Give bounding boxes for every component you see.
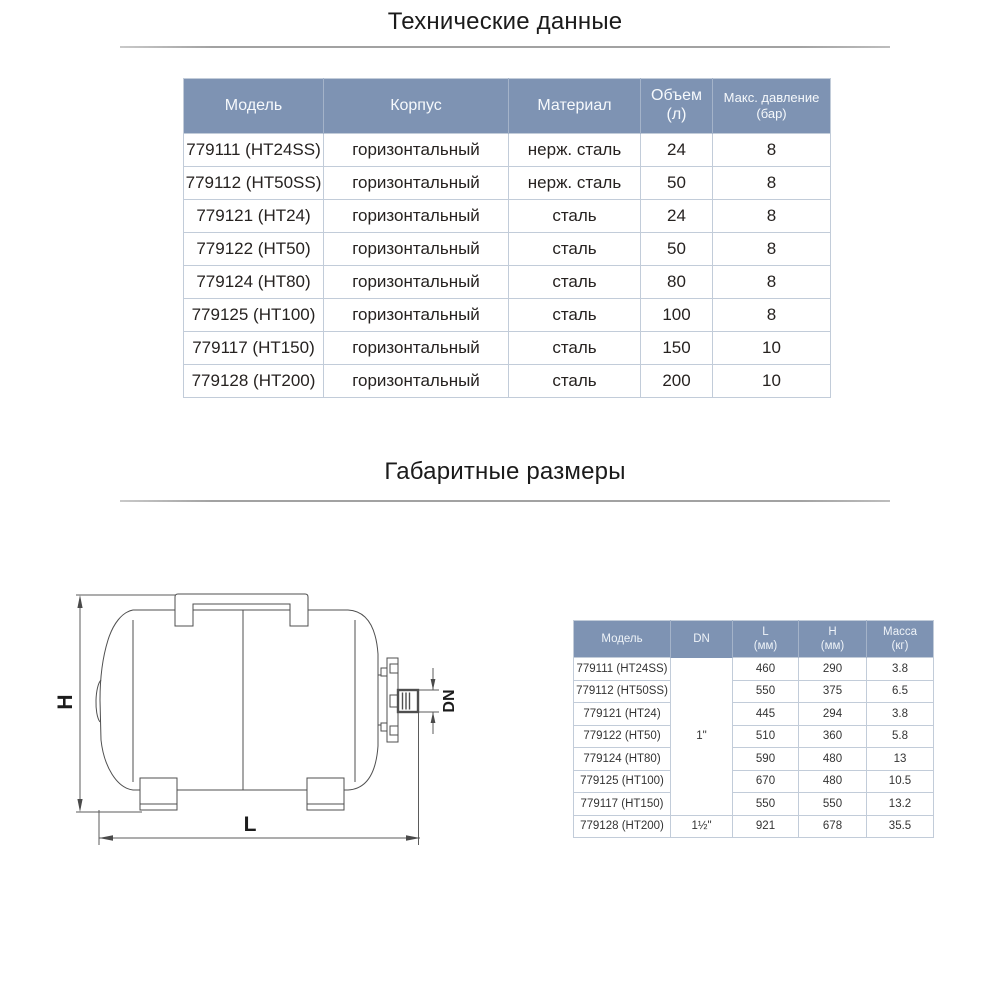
cell-length: 921: [733, 815, 799, 838]
cell-height: 480: [799, 770, 867, 793]
cell-volume: 200: [641, 365, 713, 398]
column-header-body: Корпус: [324, 79, 509, 134]
cell-model: 779121 (HT24): [574, 703, 671, 726]
table-row: [184, 134, 831, 167]
divider-line-bottom: [120, 500, 890, 502]
table-row: [184, 365, 831, 398]
table-row: [574, 793, 934, 816]
dims-table-header-row: [574, 621, 934, 658]
cell-volume: 80: [641, 266, 713, 299]
dimensions-table: [573, 620, 934, 838]
cell-length: 550: [733, 793, 799, 816]
cell-model: 779125 (HT100): [184, 299, 324, 332]
cell-volume: 150: [641, 332, 713, 365]
cell-body: горизонтальный: [324, 365, 509, 398]
cell-body: горизонтальный: [324, 200, 509, 233]
cell-mass: 35.5: [867, 815, 934, 838]
flange-bolt-bottom: [390, 726, 398, 735]
cell-pressure: 10: [713, 365, 831, 398]
port-hub: [390, 695, 398, 707]
column-header-model: Модель: [184, 79, 324, 134]
column-header-mass: Масса (кг): [867, 621, 934, 658]
cell-length: 460: [733, 658, 799, 681]
arrowhead-dn-bottom: [431, 712, 436, 723]
cell-volume: 100: [641, 299, 713, 332]
cell-model: 779111 (HT24SS): [574, 658, 671, 681]
cell-height: 360: [799, 725, 867, 748]
arrowhead-h-bottom: [77, 799, 82, 812]
cell-model: 779112 (HT50SS): [184, 167, 324, 200]
cell-body: горизонтальный: [324, 134, 509, 167]
cell-model: 779128 (HT200): [184, 365, 324, 398]
table-row: [574, 748, 934, 771]
column-header-dn: DN: [671, 621, 733, 658]
cell-model: 779124 (HT80): [574, 748, 671, 771]
dim-dn-label: DN: [441, 689, 458, 713]
cell-mass: 13.2: [867, 793, 934, 816]
table-row: [574, 770, 934, 793]
foot-left: [140, 778, 177, 810]
table-row: [184, 233, 831, 266]
flange-bolt-top: [390, 664, 398, 673]
port-thread-lines: [403, 693, 410, 710]
column-header-volume: Объем (л): [641, 79, 713, 134]
cell-model: 779122 (HT50): [574, 725, 671, 748]
foot-right: [307, 778, 344, 810]
cell-height: 375: [799, 680, 867, 703]
cell-model: 779122 (HT50): [184, 233, 324, 266]
tank-dimension-drawing: [40, 568, 470, 858]
cell-body: горизонтальный: [324, 266, 509, 299]
dim-l-label: L: [243, 813, 257, 836]
cell-length: 670: [733, 770, 799, 793]
cell-model: 779124 (HT80): [184, 266, 324, 299]
cell-volume: 24: [641, 134, 713, 167]
tank-body: [100, 610, 378, 790]
cell-pressure: 8: [713, 266, 831, 299]
flange-bolt-bottom-rear: [381, 723, 387, 731]
connection-port: [398, 690, 418, 712]
cell-model: 779121 (HT24): [184, 200, 324, 233]
technical-data-title: Технические данные: [387, 8, 623, 35]
cell-material: сталь: [509, 332, 641, 365]
cell-model: 779117 (HT150): [184, 332, 324, 365]
cell-mass: 5.8: [867, 725, 934, 748]
cell-material: сталь: [509, 299, 641, 332]
cell-body: горизонтальный: [324, 299, 509, 332]
cell-volume: 50: [641, 167, 713, 200]
column-header-material: Материал: [509, 79, 641, 134]
table-row: [184, 332, 831, 365]
column-header-height: H (мм): [799, 621, 867, 658]
cell-height: 290: [799, 658, 867, 681]
dim-h-label: H: [54, 694, 77, 710]
cell-height: 294: [799, 703, 867, 726]
cell-length: 510: [733, 725, 799, 748]
arrowhead-l-left: [99, 835, 113, 841]
cell-body: горизонтальный: [324, 233, 509, 266]
arrowhead-l-right: [406, 835, 420, 841]
cell-mass: 10.5: [867, 770, 934, 793]
arrowhead-dn-top: [431, 679, 436, 690]
cell-material: нерж. сталь: [509, 134, 641, 167]
cell-model: 779117 (HT150): [574, 793, 671, 816]
cell-body: горизонтальный: [324, 167, 509, 200]
tech-table-header-row: [184, 79, 831, 134]
cell-height: 550: [799, 793, 867, 816]
table-row: [184, 266, 831, 299]
cell-mass: 13: [867, 748, 934, 771]
cell-height: 480: [799, 748, 867, 771]
cell-mass: 3.8: [867, 703, 934, 726]
cell-height: 678: [799, 815, 867, 838]
column-header-max-pressure: Макс. давление (бар): [713, 79, 831, 134]
table-row: [184, 200, 831, 233]
technical-data-table: [183, 78, 831, 398]
cell-pressure: 8: [713, 233, 831, 266]
cell-material: сталь: [509, 200, 641, 233]
table-row: [184, 299, 831, 332]
table-row: [184, 167, 831, 200]
table-row: [574, 703, 934, 726]
cell-body: горизонтальный: [324, 332, 509, 365]
cell-model: 779128 (HT200): [574, 815, 671, 838]
cell-model: 779125 (HT100): [574, 770, 671, 793]
cell-model: 779112 (HT50SS): [574, 680, 671, 703]
cell-volume: 50: [641, 233, 713, 266]
flange-rear-plate: [378, 675, 387, 725]
cell-length: 550: [733, 680, 799, 703]
cell-length: 445: [733, 703, 799, 726]
cell-volume: 24: [641, 200, 713, 233]
cell-material: нерж. сталь: [509, 167, 641, 200]
table-row: [574, 658, 934, 681]
cell-dn: 1½": [671, 815, 733, 838]
cell-mass: 3.8: [867, 658, 934, 681]
cell-pressure: 8: [713, 167, 831, 200]
column-header-length: L (мм): [733, 621, 799, 658]
cell-pressure: 10: [713, 332, 831, 365]
cell-material: сталь: [509, 266, 641, 299]
table-row: [574, 725, 934, 748]
divider-line-top: [120, 46, 890, 48]
flange-bolt-top-rear: [381, 668, 387, 676]
cell-dn-shared: 1": [671, 658, 733, 816]
cell-material: сталь: [509, 365, 641, 398]
dimensions-title: Габаритные размеры: [384, 458, 626, 485]
cell-mass: 6.5: [867, 680, 934, 703]
cell-pressure: 8: [713, 134, 831, 167]
cell-material: сталь: [509, 233, 641, 266]
table-row: [574, 680, 934, 703]
arrowhead-h-top: [77, 595, 82, 608]
cell-model: 779111 (HT24SS): [184, 134, 324, 167]
cell-pressure: 8: [713, 299, 831, 332]
table-row: [574, 815, 934, 838]
cell-length: 590: [733, 748, 799, 771]
column-header-model: Модель: [574, 621, 671, 658]
cell-pressure: 8: [713, 200, 831, 233]
